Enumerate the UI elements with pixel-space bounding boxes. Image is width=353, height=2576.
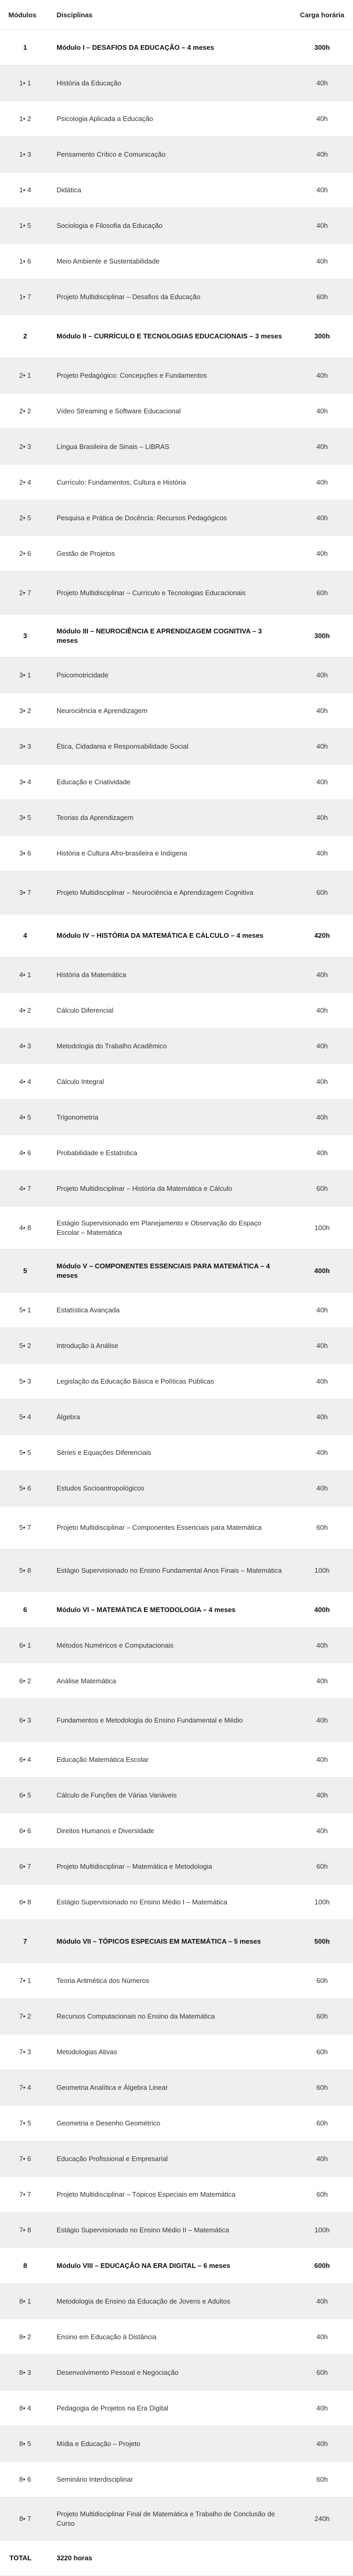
total-value: 3220 horas (50, 2540, 291, 2576)
module-title: Módulo I – DESAFIOS DA EDUCAÇÃO – 4 meses (50, 30, 291, 65)
table-row (0, 1135, 353, 1171)
discipline-name: Língua Brasileira de Sinais – LIBRAS (50, 429, 291, 465)
table-row (0, 1064, 353, 1100)
workload: 40h (291, 65, 353, 101)
workload: 300h (291, 315, 353, 358)
module-row (0, 1920, 353, 1963)
workload: 240h (291, 2497, 353, 2540)
discipline-name: Estágio Supervisionado no Ensino Médio II – Matemática (50, 2212, 291, 2248)
module-code: 5• 8 (0, 1549, 50, 1592)
table-row (0, 1028, 353, 1064)
workload: 40h (291, 1778, 353, 1813)
table-row (0, 2034, 353, 2070)
workload: 40h (291, 1328, 353, 1364)
module-code: 6• 6 (0, 1813, 50, 1849)
module-code: 7• 4 (0, 2070, 50, 2106)
total-empty-cell (291, 2540, 353, 2576)
table-row (0, 2462, 353, 2497)
discipline-name: Gestão de Projetos (50, 536, 291, 572)
discipline-name: Análise Matemática (50, 1663, 291, 1699)
module-code: 2• 6 (0, 536, 50, 572)
discipline-name: Direitos Humanos e Diversidade (50, 1813, 291, 1849)
workload: 40h (291, 1028, 353, 1064)
workload: 420h (291, 914, 353, 957)
workload: 40h (291, 393, 353, 429)
discipline-name: História da Matemática (50, 957, 291, 993)
module-code: 8• 7 (0, 2497, 50, 2540)
module-code: 1• 2 (0, 101, 50, 137)
table-row (0, 1963, 353, 1999)
module-row (0, 1249, 353, 1292)
module-code: 5• 4 (0, 1399, 50, 1435)
discipline-name: Didática (50, 172, 291, 208)
header-modulos: Módulos (0, 0, 50, 30)
discipline-name: Cálculo Diferencial (50, 993, 291, 1028)
module-code: 4• 6 (0, 1135, 50, 1171)
module-row (0, 615, 353, 657)
discipline-name: Psicomotricidade (50, 657, 291, 693)
discipline-name: Psicologia Aplicada a Educação (50, 101, 291, 137)
table-row (0, 1628, 353, 1663)
module-code: 5• 3 (0, 1364, 50, 1399)
module-code: 8• 5 (0, 2426, 50, 2462)
module-code: 8• 4 (0, 2391, 50, 2426)
table-row (0, 65, 353, 101)
discipline-name: Métodos Numéricos e Computacionais (50, 1628, 291, 1663)
module-code: 4• 7 (0, 1171, 50, 1207)
workload: 60h (291, 2034, 353, 2070)
workload: 60h (291, 1849, 353, 1884)
table-header (0, 0, 353, 30)
discipline-name: Projeto Multidisciplinar – História da Matemática e Cálculo (50, 1171, 291, 1207)
workload: 40h (291, 1064, 353, 1100)
total-label: TOTAL (0, 2540, 50, 2576)
discipline-name: Projeto Multidisciplinar – Currículo e Tecnologias Educacionais (50, 572, 291, 615)
discipline-name: Legislação da Educação Básica e Políticas Públicas (50, 1364, 291, 1399)
module-code: 3• 1 (0, 657, 50, 693)
module-code: 7• 7 (0, 2177, 50, 2212)
module-code: 1• 4 (0, 172, 50, 208)
module-code: 4• 5 (0, 1100, 50, 1135)
table-row (0, 500, 353, 536)
discipline-name: Mídia e Educação – Projeto (50, 2426, 291, 2462)
discipline-name: Teoria Aritmética dos Números (50, 1963, 291, 1999)
workload: 40h (291, 1292, 353, 1328)
module-code: 5• 2 (0, 1328, 50, 1364)
table-row (0, 871, 353, 914)
module-code: 3• 4 (0, 764, 50, 800)
discipline-name: Estatística Avançada (50, 1292, 291, 1328)
module-code: 2 (0, 315, 50, 358)
workload: 40h (291, 2141, 353, 2177)
workload: 40h (291, 657, 353, 693)
module-code: 3• 5 (0, 800, 50, 836)
workload: 40h (291, 693, 353, 729)
workload: 40h (291, 465, 353, 500)
table-row (0, 657, 353, 693)
discipline-name: Sociologia e Filosofia da Educação (50, 208, 291, 244)
discipline-name: Estudos Socioantropológicos (50, 1471, 291, 1506)
table-row (0, 279, 353, 315)
workload: 400h (291, 1592, 353, 1628)
table-row (0, 2284, 353, 2319)
module-code: 2• 5 (0, 500, 50, 536)
workload: 40h (291, 957, 353, 993)
workload: 40h (291, 1100, 353, 1135)
workload: 40h (291, 1813, 353, 1849)
discipline-name: Ensino em Educação à Distância (50, 2319, 291, 2355)
module-code: 5 (0, 1249, 50, 1292)
table-row (0, 1364, 353, 1399)
table-row (0, 1506, 353, 1549)
module-row (0, 1592, 353, 1628)
module-code: 3 (0, 615, 50, 657)
table-row (0, 101, 353, 137)
table-row (0, 2177, 353, 2212)
module-code: 3• 3 (0, 729, 50, 764)
module-code: 2• 3 (0, 429, 50, 465)
table-row (0, 1292, 353, 1328)
discipline-name: Probabilidade e Estatística (50, 1135, 291, 1171)
module-code: 1• 5 (0, 208, 50, 244)
table-row (0, 1663, 353, 1699)
workload: 40h (291, 764, 353, 800)
workload: 40h (291, 1699, 353, 1742)
table-body (0, 30, 353, 2540)
workload: 40h (291, 836, 353, 871)
module-row (0, 2248, 353, 2284)
table-row (0, 2212, 353, 2248)
workload: 60h (291, 871, 353, 914)
module-code: 6• 2 (0, 1663, 50, 1699)
discipline-name: Estágio Supervisionado no Ensino Médio I – Matemática (50, 1884, 291, 1920)
workload: 60h (291, 2355, 353, 2391)
module-code: 7 (0, 1920, 50, 1963)
workload: 400h (291, 1249, 353, 1292)
workload: 40h (291, 1135, 353, 1171)
module-code: 7• 2 (0, 1999, 50, 2034)
module-code: 8• 3 (0, 2355, 50, 2391)
module-code: 4• 8 (0, 1207, 50, 1249)
module-code: 5• 1 (0, 1292, 50, 1328)
module-code: 7• 3 (0, 2034, 50, 2070)
discipline-name: Educação Profissional e Empresarial (50, 2141, 291, 2177)
table-row (0, 244, 353, 279)
discipline-name: Projeto Multidisciplinar – Tópicos Especiais em Matemática (50, 2177, 291, 2212)
workload: 60h (291, 2070, 353, 2106)
module-code: 8 (0, 2248, 50, 2284)
discipline-name: Projeto Multidisciplinar – Matemática e Metodologia (50, 1849, 291, 1884)
table-row (0, 137, 353, 172)
table-row (0, 1328, 353, 1364)
table-row (0, 1999, 353, 2034)
module-code: 2• 1 (0, 358, 50, 393)
workload: 300h (291, 30, 353, 65)
table-row (0, 1207, 353, 1249)
module-code: 2• 2 (0, 393, 50, 429)
discipline-name: Álgebra (50, 1399, 291, 1435)
table-row (0, 1399, 353, 1435)
table-row (0, 693, 353, 729)
workload: 40h (291, 358, 353, 393)
discipline-name: História e Cultura Afro-brasileira e Indígena (50, 836, 291, 871)
module-code: 4 (0, 914, 50, 957)
discipline-name: Projeto Multidisciplinar – Desafios da Educação (50, 279, 291, 315)
module-code: 1• 3 (0, 137, 50, 172)
discipline-name: História da Educação (50, 65, 291, 101)
module-code: 6• 1 (0, 1628, 50, 1663)
discipline-name: Teorias da Aprendizagem (50, 800, 291, 836)
discipline-name: Fundamentos e Metodologia do Ensino Fundamental e Médio (50, 1699, 291, 1742)
table-row (0, 1813, 353, 1849)
discipline-name: Currículo: Fundamentos, Cultura e História (50, 465, 291, 500)
table-row (0, 429, 353, 465)
module-row (0, 315, 353, 358)
table-row (0, 465, 353, 500)
workload: 40h (291, 244, 353, 279)
workload: 60h (291, 1999, 353, 2034)
module-code: 3• 2 (0, 693, 50, 729)
module-code: 8• 6 (0, 2462, 50, 2497)
discipline-name: Pesquisa e Prática de Docência: Recursos Pedagógicos (50, 500, 291, 536)
workload: 60h (291, 1171, 353, 1207)
discipline-name: Séries e Equações Diferenciais (50, 1435, 291, 1471)
workload: 40h (291, 172, 353, 208)
discipline-name: Cálculo Integral (50, 1064, 291, 1100)
discipline-name: Meio Ambiente e Sustentabilidade (50, 244, 291, 279)
table-row (0, 1471, 353, 1506)
workload: 40h (291, 800, 353, 836)
workload: 40h (291, 2319, 353, 2355)
module-code: 6• 8 (0, 1884, 50, 1920)
module-code: 6• 5 (0, 1778, 50, 1813)
table-row (0, 1549, 353, 1592)
discipline-name: Recursos Computacionais no Ensino da Matemática (50, 1999, 291, 2034)
table-row (0, 2355, 353, 2391)
workload: 40h (291, 101, 353, 137)
discipline-name: Geometria Analítica e Álgebra Linear (50, 2070, 291, 2106)
table-row (0, 2497, 353, 2540)
workload: 60h (291, 2177, 353, 2212)
module-code: 2• 4 (0, 465, 50, 500)
table-row (0, 2141, 353, 2177)
discipline-name: Metodologia do Trabalho Acadêmico (50, 1028, 291, 1064)
table-footer (0, 2540, 353, 2576)
discipline-name: Pedagogia de Projetos na Era Digital (50, 2391, 291, 2426)
workload: 40h (291, 1435, 353, 1471)
workload: 100h (291, 1884, 353, 1920)
workload: 100h (291, 1549, 353, 1592)
module-code: 4• 2 (0, 993, 50, 1028)
header-disciplinas: Disciplinas (50, 0, 291, 30)
discipline-name: Metodologias Ativas (50, 2034, 291, 2070)
header-row (0, 0, 353, 30)
module-code: 4• 4 (0, 1064, 50, 1100)
workload: 100h (291, 2212, 353, 2248)
table-row (0, 2391, 353, 2426)
table-row (0, 729, 353, 764)
module-code: 4• 3 (0, 1028, 50, 1064)
table-row (0, 358, 353, 393)
workload: 40h (291, 2391, 353, 2426)
table-row (0, 764, 353, 800)
discipline-name: Desenvolvimento Pessoal e Negociação (50, 2355, 291, 2391)
workload: 40h (291, 2426, 353, 2462)
module-row (0, 914, 353, 957)
module-code: 7• 5 (0, 2106, 50, 2141)
table-row (0, 208, 353, 244)
workload: 40h (291, 1399, 353, 1435)
workload: 60h (291, 572, 353, 615)
module-code: 6• 4 (0, 1742, 50, 1778)
module-code: 7• 8 (0, 2212, 50, 2248)
table-row (0, 836, 353, 871)
discipline-name: Projeto Multidisciplinar – Neurociência e Aprendizagem Cognitiva (50, 871, 291, 914)
header-carga-horaria: Carga horária (291, 0, 353, 30)
module-code: 3• 7 (0, 871, 50, 914)
table-row (0, 1699, 353, 1742)
table-row (0, 2426, 353, 2462)
workload: 60h (291, 1963, 353, 1999)
module-title: Módulo IV – HISTÓRIA DA MATEMÁTICA E CÁLCULO – 4 meses (50, 914, 291, 957)
discipline-name: Introdução à Análise (50, 1328, 291, 1364)
workload: 100h (291, 1207, 353, 1249)
module-title: Módulo II – CURRÍCULO E TECNOLOGIAS EDUCACIONAIS – 3 meses (50, 315, 291, 358)
workload: 40h (291, 208, 353, 244)
module-title: Módulo VI – MATEMÁTICA E METODOLOGIA – 4 meses (50, 1592, 291, 1628)
discipline-name: Neurociência e Aprendizagem (50, 693, 291, 729)
workload: 40h (291, 1364, 353, 1399)
table-row (0, 800, 353, 836)
module-title: Módulo III – NEUROCIÊNCIA E APRENDIZAGEM COGNITIVA – 3 meses (50, 615, 291, 657)
module-code: 7• 1 (0, 1963, 50, 1999)
module-code: 5• 6 (0, 1471, 50, 1506)
discipline-name: Geometria e Desenho Geométrico (50, 2106, 291, 2141)
table-row (0, 993, 353, 1028)
module-code: 7• 6 (0, 2141, 50, 2177)
discipline-name: Educação e Criatividade (50, 764, 291, 800)
workload: 40h (291, 993, 353, 1028)
workload: 40h (291, 1628, 353, 1663)
table-row (0, 1171, 353, 1207)
module-title: Módulo VIII – EDUCAÇÃO NA ERA DIGITAL – 6 meses (50, 2248, 291, 2284)
discipline-name: Estágio Supervisionado no Ensino Fundamental Anos Finais – Matemática (50, 1549, 291, 1592)
module-code: 2• 7 (0, 572, 50, 615)
workload: 40h (291, 536, 353, 572)
module-title: Módulo V – COMPONENTES ESSENCIAIS PARA MATEMÁTICA – 4 meses (50, 1249, 291, 1292)
table-row (0, 2106, 353, 2141)
table-row (0, 2319, 353, 2355)
table-row (0, 536, 353, 572)
workload: 600h (291, 2248, 353, 2284)
workload: 40h (291, 429, 353, 465)
module-code: 1 (0, 30, 50, 65)
discipline-name: Projeto Multidisciplinar – Componentes Essenciais para Matemática (50, 1506, 291, 1549)
module-code: 1• 6 (0, 244, 50, 279)
discipline-name: Trigonometria (50, 1100, 291, 1135)
workload: 40h (291, 2284, 353, 2319)
discipline-name: Educação Matemática Escolar (50, 1742, 291, 1778)
module-code: 4• 1 (0, 957, 50, 993)
total-row (0, 2540, 353, 2576)
table-row (0, 1742, 353, 1778)
module-code: 6• 3 (0, 1699, 50, 1742)
discipline-name: Estágio Supervisionado em Planejamento e Observação do Espaço Escolar – Matemática (50, 1207, 291, 1249)
discipline-name: Pensamento Crítico e Comunicação (50, 137, 291, 172)
discipline-name: Ética, Cidadania e Responsabilidade Social (50, 729, 291, 764)
module-row (0, 30, 353, 65)
workload: 40h (291, 1471, 353, 1506)
table-row (0, 1100, 353, 1135)
module-code: 8• 1 (0, 2284, 50, 2319)
discipline-name: Metodologia de Ensino da Educação de Jovens e Adultos (50, 2284, 291, 2319)
module-code: 6 (0, 1592, 50, 1628)
module-code: 3• 6 (0, 836, 50, 871)
discipline-name: Seminário Interdisciplinar (50, 2462, 291, 2497)
table-row (0, 957, 353, 993)
module-code: 6• 7 (0, 1849, 50, 1884)
module-code: 1• 1 (0, 65, 50, 101)
table-row (0, 1849, 353, 1884)
discipline-name: Projeto Multidisciplinar Final de Matemática e Trabalho de Conclusão de Curso (50, 2497, 291, 2540)
module-code: 8• 2 (0, 2319, 50, 2355)
table-row (0, 1778, 353, 1813)
workload: 300h (291, 615, 353, 657)
workload: 500h (291, 1920, 353, 1963)
workload: 40h (291, 1663, 353, 1699)
workload: 40h (291, 729, 353, 764)
module-code: 5• 7 (0, 1506, 50, 1549)
workload: 60h (291, 2462, 353, 2497)
table-row (0, 393, 353, 429)
workload: 60h (291, 2106, 353, 2141)
module-title: Módulo VII – TÓPICOS ESPECIAIS EM MATEMÁTICA – 5 meses (50, 1920, 291, 1963)
table-row (0, 1884, 353, 1920)
table-row (0, 172, 353, 208)
table-row (0, 1435, 353, 1471)
workload: 60h (291, 1506, 353, 1549)
discipline-name: Projeto Pedagógico: Concepções e Fundamentos (50, 358, 291, 393)
discipline-name: Vídeo Streaming e Software Educacional (50, 393, 291, 429)
workload: 40h (291, 137, 353, 172)
workload: 60h (291, 279, 353, 315)
module-code: 1• 7 (0, 279, 50, 315)
table-row (0, 2070, 353, 2106)
workload: 40h (291, 500, 353, 536)
discipline-name: Cálculo de Funções de Várias Variáveis (50, 1778, 291, 1813)
workload: 40h (291, 1742, 353, 1778)
table-row (0, 572, 353, 615)
module-code: 5• 5 (0, 1435, 50, 1471)
